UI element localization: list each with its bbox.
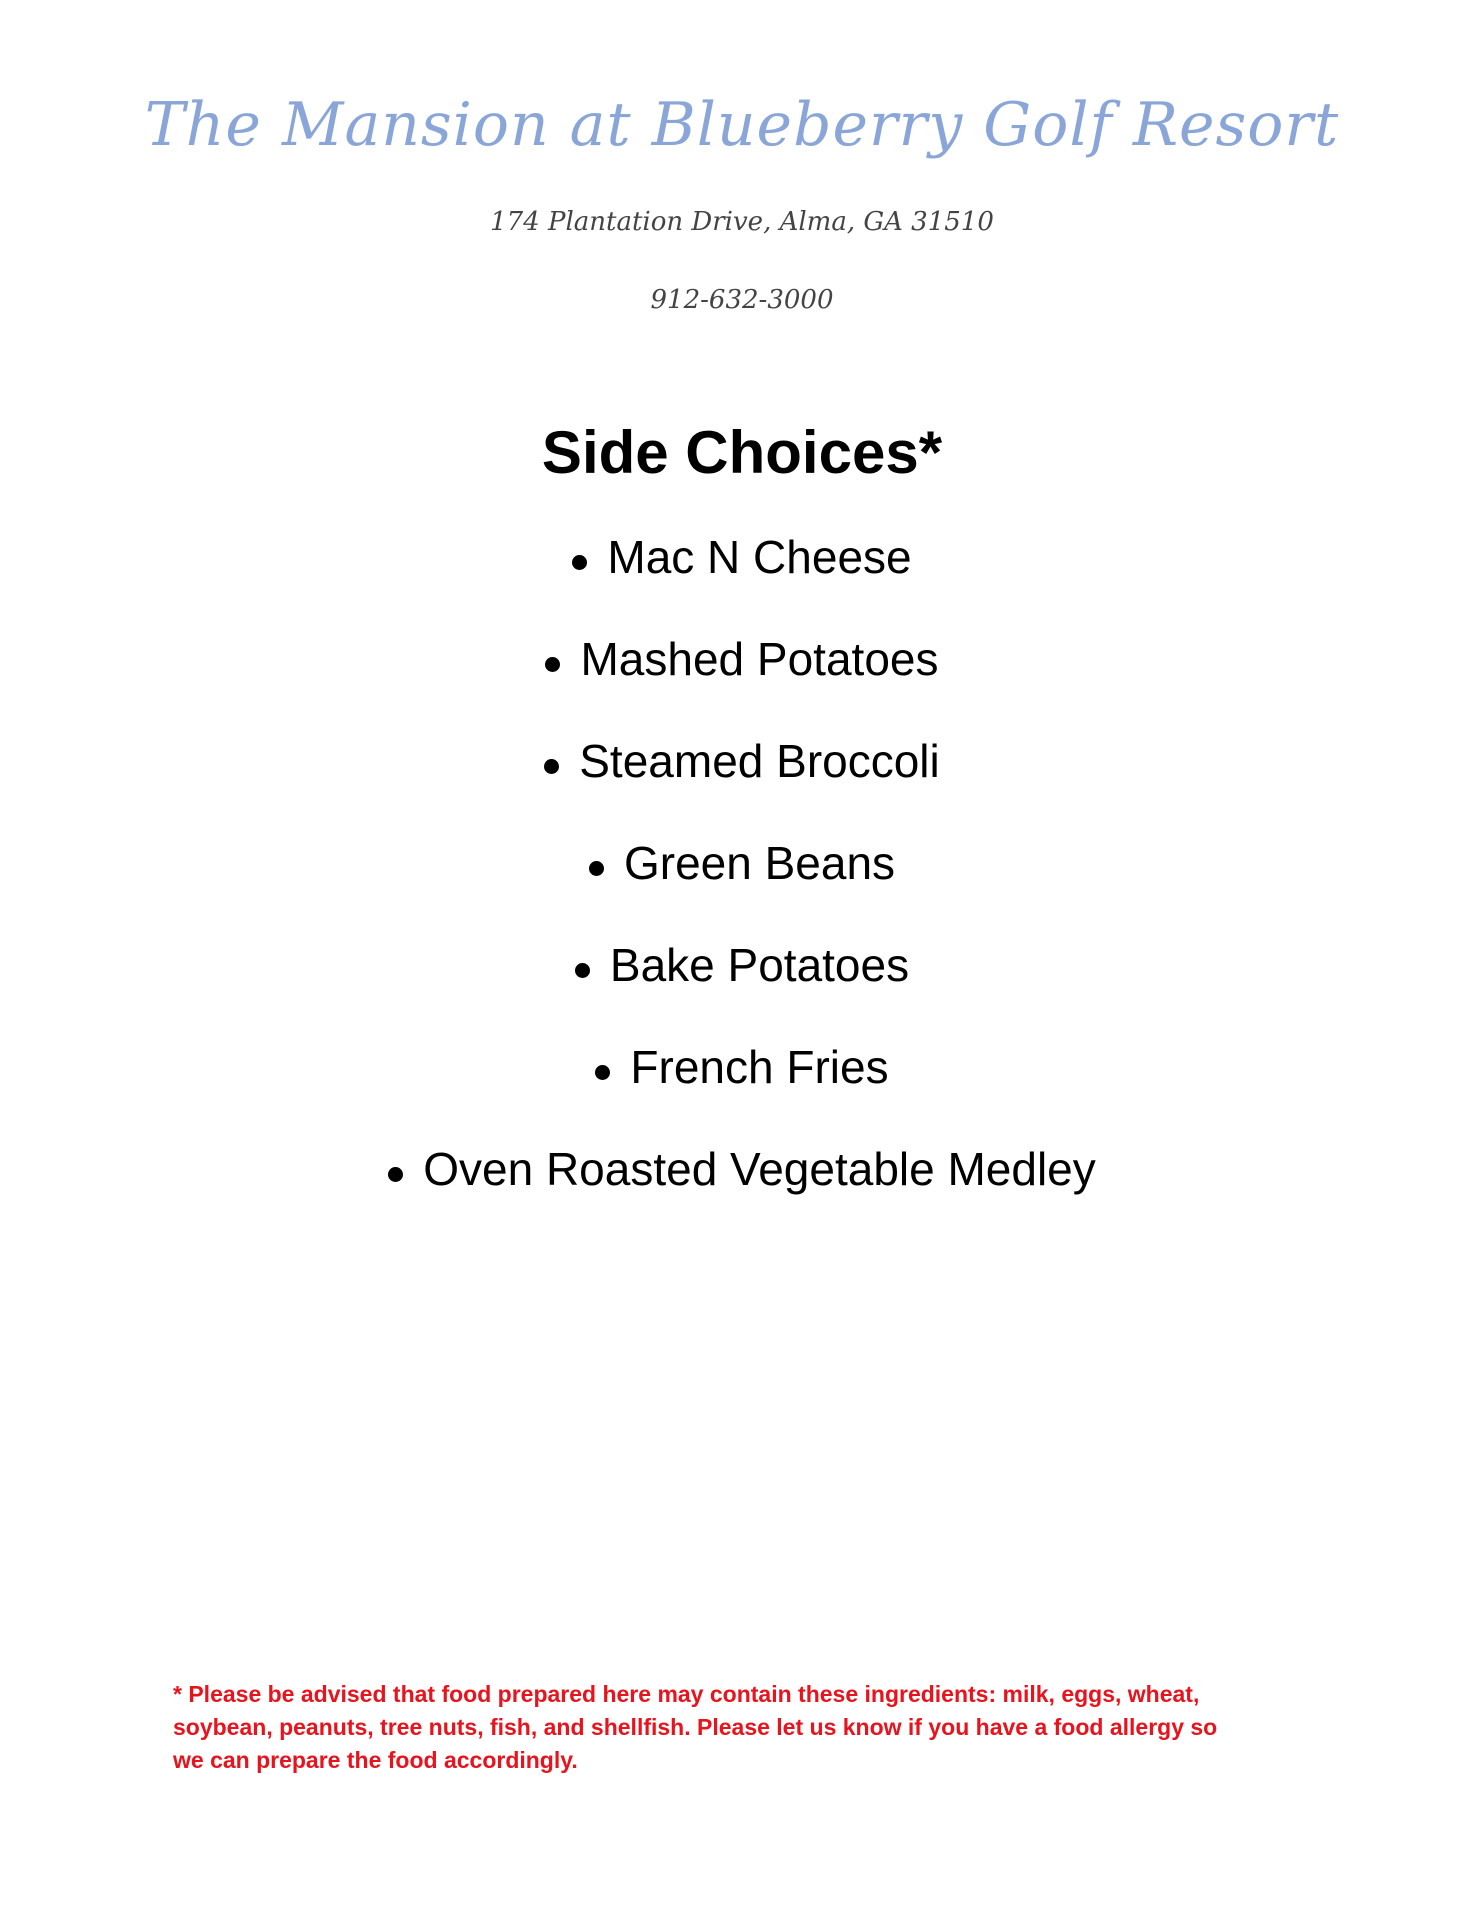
resort-address: 174 Plantation Drive, Alma, GA 31510	[490, 207, 994, 237]
side-item-label: Mac N Cheese	[607, 531, 912, 583]
side-item-label: Bake Potatoes	[609, 939, 910, 991]
list-item	[0, 836, 1484, 938]
bullet-icon	[545, 657, 560, 672]
list-item	[0, 1142, 1484, 1244]
menu-title: Side Choices*	[541, 419, 943, 486]
bullet-icon	[589, 861, 604, 876]
list-item	[0, 938, 1484, 1040]
bullet-icon	[572, 555, 587, 570]
bullet-icon	[388, 1167, 403, 1182]
bullet-icon	[544, 759, 559, 774]
allergy-disclaimer: * Please be advised that food prepared here may contain these ingredients: milk, eggs, wheat, soybean, peanuts, tree nuts, fish, and shellfish. Please let us know if you have a food allergy so we can prepare the food accordingly.	[173, 1681, 1218, 1773]
list-item	[0, 734, 1484, 836]
list-item	[0, 530, 1484, 632]
side-choices-list	[0, 530, 1484, 1244]
side-item-label: Steamed Broccoli	[579, 735, 940, 787]
side-item-label: French Fries	[630, 1041, 889, 1093]
side-item-label: Mashed Potatoes	[580, 633, 939, 685]
resort-name: The Mansion at Blueberry Golf Resort	[144, 90, 1340, 160]
list-item	[0, 1040, 1484, 1142]
resort-phone: 912-632-3000	[650, 285, 834, 315]
bullet-icon	[595, 1065, 610, 1080]
bullet-icon	[575, 963, 590, 978]
side-item-label: Oven Roasted Vegetable Medley	[423, 1143, 1096, 1195]
list-item	[0, 632, 1484, 734]
side-item-label: Green Beans	[623, 837, 896, 889]
